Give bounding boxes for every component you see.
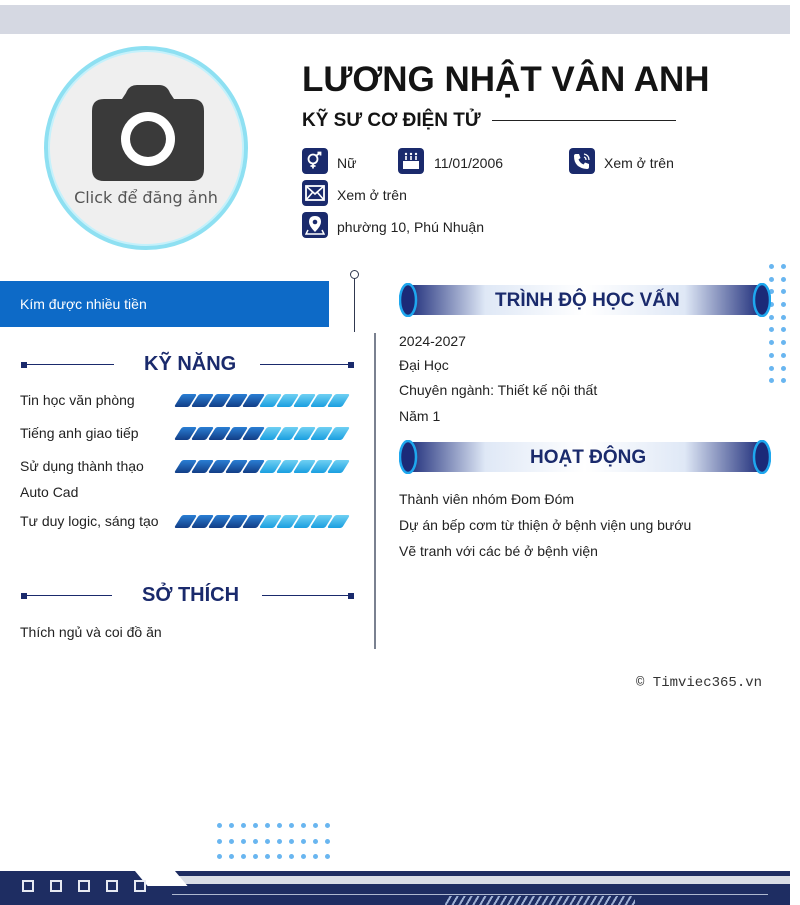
decor-dot	[277, 854, 282, 859]
decor-dot	[781, 353, 786, 358]
heading-line-right	[260, 364, 350, 365]
decor-dot	[241, 854, 246, 859]
decor-dot	[325, 839, 330, 844]
gender-value[interactable]: Nữ	[337, 155, 357, 171]
footer-squares	[22, 880, 146, 892]
objective-connector-line	[354, 278, 355, 332]
decor-dot	[265, 823, 270, 828]
activity-item[interactable]: Dự án bếp cơm từ thiện ở bệnh viện ung bướu	[399, 517, 692, 533]
decor-dot	[217, 839, 222, 844]
heading-square-right	[348, 593, 354, 599]
decor-dot	[325, 823, 330, 828]
education-major[interactable]: Chuyên ngành: Thiết kế nội thất	[399, 382, 598, 398]
heading-line-right	[262, 595, 350, 596]
activity-item[interactable]: Vẽ tranh với các bé ở bệnh viện	[399, 543, 598, 559]
education-heading: TRÌNH ĐỘ HỌC VẤN	[495, 290, 680, 311]
gender-icon	[302, 148, 328, 174]
heading-square-left	[21, 593, 27, 599]
location-pin-icon	[302, 212, 328, 238]
decor-dot	[313, 839, 318, 844]
decor-dot	[769, 277, 774, 282]
decor-dot	[289, 854, 294, 859]
decor-dot	[277, 839, 282, 844]
decor-dot	[781, 366, 786, 371]
decor-dot	[769, 264, 774, 269]
decor-dot	[769, 378, 774, 383]
decor-dots-bottom	[217, 823, 339, 863]
address-value[interactable]: phường 10, Phú Nhuận	[337, 219, 484, 235]
skill-name[interactable]: Sử dụng thành thạo Auto Cad	[20, 458, 144, 500]
activities-heading: HOẠT ĐỘNG	[530, 447, 647, 468]
decor-dot	[781, 315, 786, 320]
heading-line-left	[24, 595, 112, 596]
heading-line-left	[24, 364, 114, 365]
decor-dot	[769, 327, 774, 332]
decor-dot	[781, 264, 786, 269]
email-value[interactable]: Xem ở trên	[337, 187, 407, 203]
decor-dot	[781, 277, 786, 282]
decor-dots-right	[769, 264, 787, 384]
decor-dot	[781, 289, 786, 294]
skill-rating-bar	[178, 427, 346, 440]
column-divider	[374, 333, 376, 649]
birthday-cake-icon	[398, 148, 424, 174]
decor-dot	[325, 854, 330, 859]
skill-rating-bar	[178, 394, 346, 407]
skill-rating-bar	[178, 460, 346, 473]
decor-dot	[241, 839, 246, 844]
footer-square	[106, 880, 118, 892]
footer-hatch	[445, 896, 635, 905]
email-icon	[302, 180, 328, 206]
decor-dot	[313, 823, 318, 828]
skill-name[interactable]: Tư duy logic, sáng tạo	[20, 513, 159, 529]
site-credit: © Timviec365.vn	[636, 675, 763, 691]
education-school[interactable]: Đại Học	[399, 357, 449, 373]
title-divider	[492, 120, 676, 121]
decor-dot	[289, 839, 294, 844]
decor-dot	[241, 823, 246, 828]
decor-dot	[769, 366, 774, 371]
footer-line	[172, 894, 768, 895]
camera-icon	[92, 83, 204, 181]
hobbies-heading: SỞ THÍCH	[142, 584, 240, 606]
education-year[interactable]: Năm 1	[399, 408, 441, 424]
decor-dot	[265, 854, 270, 859]
decor-dot	[265, 839, 270, 844]
heading-square-left	[21, 362, 27, 368]
footer-square	[78, 880, 90, 892]
decor-dot	[253, 854, 258, 859]
decor-dot	[289, 823, 294, 828]
job-title[interactable]: KỸ SƯ CƠ ĐIỆN TỬ	[302, 110, 481, 131]
education-period[interactable]: 2024-2027	[399, 333, 466, 349]
phone-value[interactable]: Xem ở trên	[604, 155, 674, 171]
decor-dot	[781, 340, 786, 345]
footer-square	[50, 880, 62, 892]
avatar-caption: Click để đăng ảnh	[74, 188, 218, 207]
decor-dot	[769, 353, 774, 358]
decor-dot	[769, 340, 774, 345]
decor-dot	[781, 327, 786, 332]
decor-dot	[217, 823, 222, 828]
decor-dot	[253, 823, 258, 828]
skill-name[interactable]: Tiếng anh giao tiếp	[20, 425, 139, 441]
decor-dot	[313, 854, 318, 859]
footer-light-strip	[160, 876, 790, 884]
avatar-upload[interactable]	[44, 46, 248, 250]
decor-dot	[301, 854, 306, 859]
top-decor-bar	[0, 5, 790, 34]
skill-rating-bar	[178, 515, 346, 528]
phone-icon	[569, 148, 595, 174]
decor-dot	[301, 839, 306, 844]
decor-dot	[229, 823, 234, 828]
skills-heading: KỸ NĂNG	[144, 353, 237, 375]
decor-dot	[217, 854, 222, 859]
footer-square	[134, 880, 146, 892]
full-name[interactable]: LƯƠNG NHẬT VÂN ANH	[302, 60, 710, 99]
birthday-value[interactable]: 11/01/2006	[434, 155, 504, 171]
decor-dot	[781, 378, 786, 383]
decor-dot	[229, 839, 234, 844]
activity-item[interactable]: Thành viên nhóm Đom Đóm	[399, 491, 575, 507]
decor-dot	[253, 839, 258, 844]
decor-dot	[229, 854, 234, 859]
heading-square-right	[348, 362, 354, 368]
objective-connector-dot	[350, 270, 359, 279]
hobby-item[interactable]: Thích ngủ và coi đồ ăn	[20, 624, 162, 640]
skill-name[interactable]: Tin học văn phòng	[20, 392, 135, 408]
decor-dot	[781, 302, 786, 307]
decor-dot	[277, 823, 282, 828]
career-objective[interactable]: Kím được nhiều tiền	[0, 281, 329, 327]
footer-square	[22, 880, 34, 892]
decor-dot	[301, 823, 306, 828]
